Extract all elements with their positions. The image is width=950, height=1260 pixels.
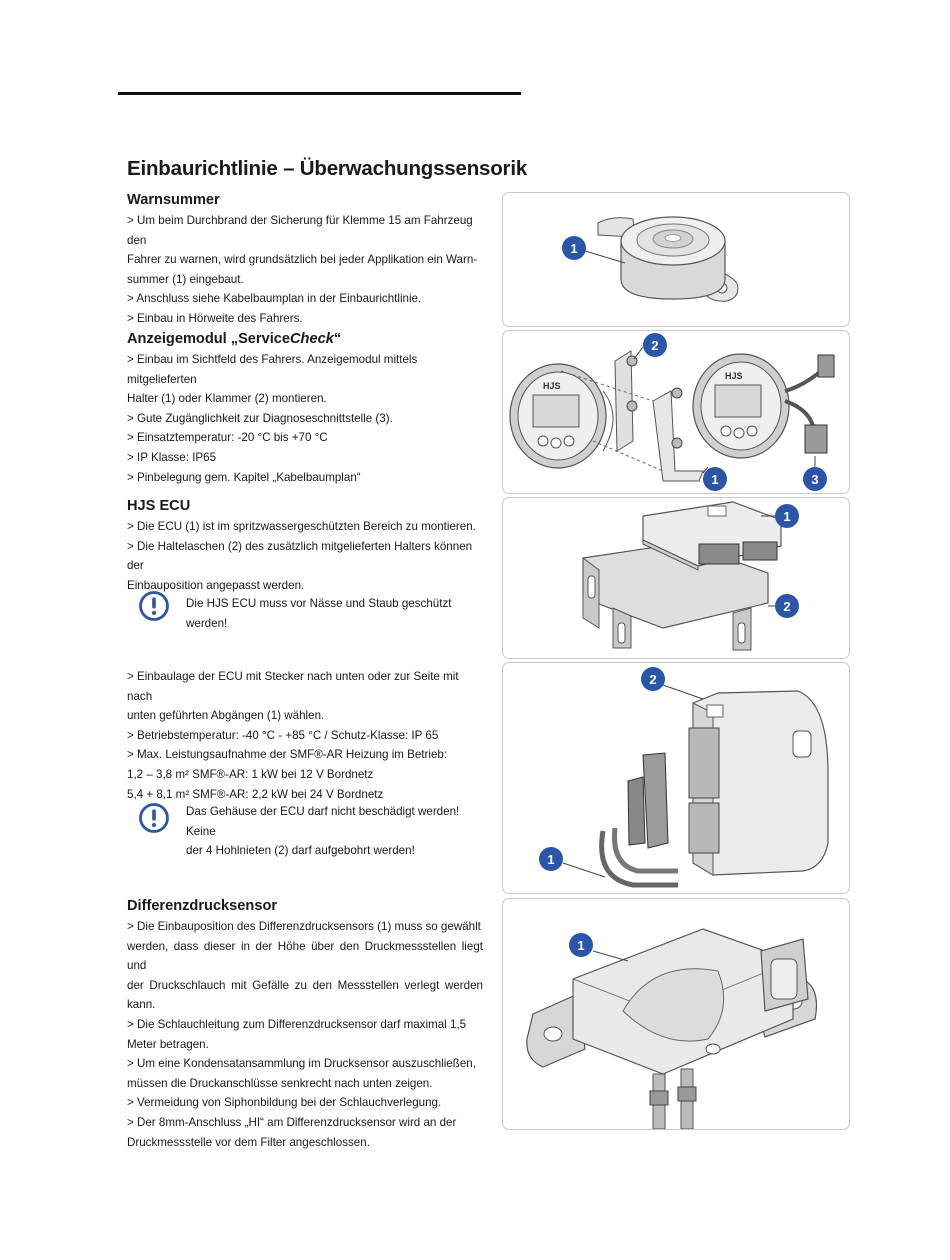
figure-anzeigemodul: [502, 330, 850, 494]
buzzer-illustration: [503, 193, 849, 326]
text-line: > Vermeidung von Siphonbildung bei der Schlauchverlegung.: [127, 1096, 442, 1110]
display-brand-label: HJS: [725, 371, 743, 381]
display-module-illustration: [503, 331, 849, 493]
text-line: > Einsatztemperatur: -20 °C bis +70 °C: [127, 431, 328, 445]
text-line: unten geführten Abgängen (1) wählen.: [127, 709, 325, 723]
text-line: > Max. Leistungsaufnahme der SMF®-AR Heizung im Betrieb:: [127, 748, 448, 762]
callout-number: 3: [811, 472, 819, 487]
heading-italic-part: Check: [290, 331, 334, 347]
callout-number: 2: [783, 599, 791, 614]
section-heading: Differenzdrucksensor: [127, 898, 278, 914]
text-line: werden, dass dieser in der Höhe über den Druckmessstellen liegt und: [127, 939, 483, 973]
warning-note-moisture: [138, 590, 488, 633]
figure-differenzdrucksensor: [502, 898, 850, 1130]
text-line: > Der 8mm-Anschluss „HI“ am Differenzdrucksensor wird an der: [127, 1115, 457, 1129]
section-warnsummer: [127, 191, 483, 329]
text-line: > Einbau im Sichtfeld des Fahrers. Anzeigemodul mittels mitgelieferten: [127, 353, 418, 386]
text-line: Halter (1) oder Klammer (2) montieren.: [127, 392, 327, 406]
text-line: > Um beim Durchbrand der Sicherung für Klemme 15 am Fahrzeug den: [127, 214, 473, 247]
callout-number: 1: [547, 852, 555, 867]
callout-number: 1: [577, 938, 585, 953]
text-line: Meter betragen.: [127, 1037, 209, 1051]
section-differenzdrucksensor: [127, 897, 483, 1152]
text-line: > Die Haltelaschen (2) des zusätzlich mitgelieferten Halters können der: [127, 539, 473, 573]
text-line: > Gute Zugänglichkeit zur Diagnoseschnittstelle (3).: [127, 411, 393, 425]
warning-icon: [138, 802, 170, 834]
section-heading: HJS ECU: [127, 498, 191, 514]
text-line: > Einbau in Hörweite des Fahrers.: [127, 311, 303, 325]
ecu-bracket-illustration: [503, 498, 849, 658]
warning-icon: [138, 590, 170, 622]
note-text: der 4 Hohlnieten (2) darf aufgebohrt werden!: [186, 844, 415, 858]
warning-note-housing: [138, 802, 488, 861]
ecu-connector-illustration: [503, 663, 849, 893]
text-line: > Die Einbauposition des Differenzdrucksensors (1) muss so gewählt: [127, 920, 481, 933]
figure-ecu-connectors: [502, 662, 850, 894]
text-line: 5,4 + 8,1 m² SMF®-AR: 2,2 kW bei 24 V Bordnetz: [127, 787, 384, 801]
page-title: Einbaurichtlinie – Überwachungssensorik: [127, 157, 528, 180]
callout-number: 1: [711, 472, 719, 487]
heading-part: “: [333, 331, 342, 347]
text-line: > Anschluss siehe Kabelbaumplan in der Einbaurichtlinie.: [127, 292, 422, 306]
text-line: Fahrer zu warnen, wird grundsätzlich bei jeder Applikation ein Warn-: [127, 253, 478, 267]
callout-number: 2: [651, 338, 659, 353]
text-line: > Pinbelegung gem. Kapitel „Kabelbaumplan“: [127, 470, 361, 484]
callout-number: 2: [649, 672, 657, 687]
text-line: > Betriebstemperatur: -40 °C - +85 °C / Schutz-Klasse: IP 65: [127, 728, 439, 742]
text-line: summer (1) eingebaut.: [127, 272, 244, 286]
section-hjs-ecu: [127, 497, 483, 595]
top-rule: [118, 92, 521, 95]
section-anzeigemodul: [127, 330, 483, 487]
heading-part: Anzeigemodul „Service: [127, 331, 291, 347]
note-text: Die HJS ECU muss vor Nässe und Staub geschützt werden!: [186, 597, 452, 630]
section-heading: Warnsummer: [127, 192, 220, 208]
text-line: > Die ECU (1) ist im spritzwassergeschützten Bereich zu montieren.: [127, 520, 476, 533]
text-line: Einbauposition angepasst werden.: [127, 578, 305, 592]
text-line: 1,2 – 3,8 m² SMF®-AR: 1 kW bei 12 V Bordnetz: [127, 767, 374, 781]
display-brand-label: HJS: [543, 381, 561, 391]
text-line: müssen die Druckanschlüsse senkrecht nach unten zeigen.: [127, 1076, 433, 1090]
callout-number: 1: [783, 509, 791, 524]
text-line: > Einbaulage der ECU mit Stecker nach unten oder zur Seite mit nach: [127, 670, 459, 703]
text-line: > Um eine Kondensatansammlung im Drucksensor auszuschließen,: [127, 1057, 476, 1071]
section-heading: [127, 330, 483, 349]
callout-number: 1: [570, 241, 578, 256]
text-line: der Druckschlauch mit Gefälle zu den Messstellen verlegt werden kann.: [127, 978, 483, 1012]
figure-warnsummer: [502, 192, 850, 327]
figure-hjs-ecu: [502, 497, 850, 659]
text-line: Druckmessstelle vor dem Filter angeschlossen.: [127, 1135, 370, 1149]
text-line: > IP Klasse: IP65: [127, 450, 217, 464]
section-ecu-details: [127, 667, 483, 804]
pressure-sensor-illustration: [503, 899, 849, 1129]
note-text: Das Gehäuse der ECU darf nicht beschädigt werden! Keine: [186, 805, 460, 838]
text-line: > Die Schlauchleitung zum Differenzdrucksensor darf maximal 1,5: [127, 1017, 467, 1031]
